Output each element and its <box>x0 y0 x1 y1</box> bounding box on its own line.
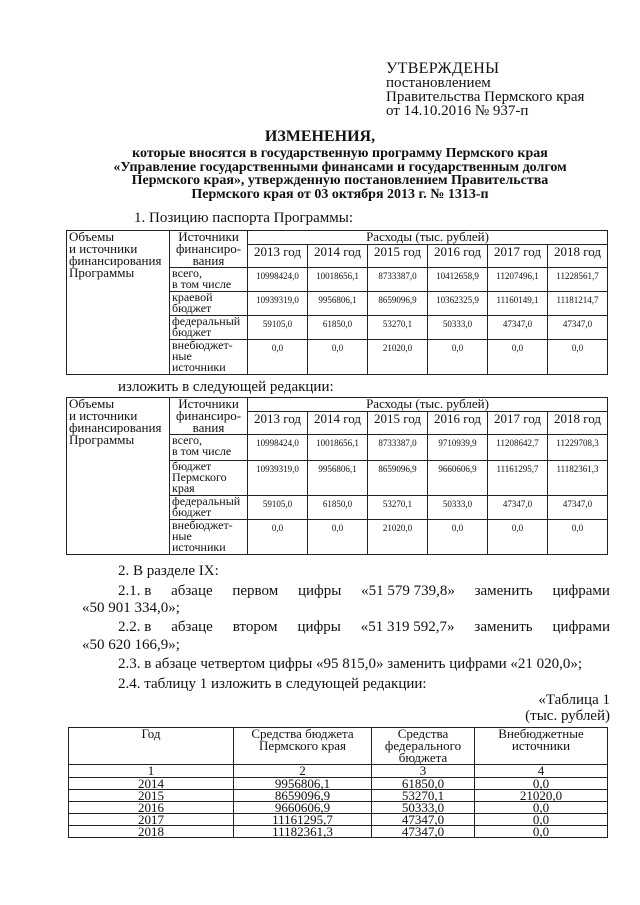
value-cell: 0,0 <box>308 520 368 555</box>
year-header: 2014 год <box>308 411 368 434</box>
item-1: 1. Позицию паспорта Программы: <box>134 210 353 226</box>
value-cell: 10998424,0 <box>248 435 308 461</box>
regional-budget-header: Средства бюджета Пермского края <box>234 728 372 765</box>
value-cell: 53270,1 <box>368 316 428 340</box>
year-header: 2018 год <box>548 244 608 267</box>
source-cell: всего, в том числе <box>170 435 248 461</box>
value-cell: 8733387,0 <box>368 268 428 292</box>
table-row: 2018 11182361,3 47347,0 0,0 <box>69 826 608 838</box>
table1-caption-units: (тыс. рублей) <box>525 708 610 724</box>
value-cell: 10412658,9 <box>428 268 488 292</box>
expenses-header: Расходы (тыс. рублей) <box>248 398 608 412</box>
value-cell: 53270,1 <box>368 496 428 520</box>
table-1 <box>68 727 608 838</box>
column-number: 2 <box>234 765 372 778</box>
value-cell: 50333,0 <box>428 316 488 340</box>
value-cell: 10998424,0 <box>248 268 308 292</box>
item-2-3: 2.3. в абзаце четвертом цифры «95 815,0» заменить цифрами «21 020,0»; <box>118 656 583 672</box>
subtitle-line: Пермского края», утвержденную постановлением Правительства <box>131 173 549 188</box>
source-cell: внебюджет- ные источники <box>170 520 248 555</box>
column-number: 4 <box>475 765 608 778</box>
year-header: 2015 год <box>368 411 428 434</box>
value-cell: 0,0 <box>428 520 488 555</box>
source-cell: краевой бюджет <box>170 292 248 316</box>
item-2-1-cont: «50 901 334,0»; <box>82 600 180 616</box>
approval-line: постановлением <box>386 75 491 91</box>
value-cell: 0,0 <box>488 520 548 555</box>
year-header: 2016 год <box>428 411 488 434</box>
item-2-2-cont: «50 620 166,9»; <box>82 637 180 653</box>
sources-header: Источники финансиро- вания <box>170 231 248 268</box>
value-cell: 8659096,9 <box>368 461 428 496</box>
sources-header: Источники финансиро- вания <box>170 398 248 435</box>
value-cell: 8733387,0 <box>368 435 428 461</box>
source-cell: всего, в том числе <box>170 268 248 292</box>
approval-title: УТВЕРЖДЕНЫ <box>386 60 500 77</box>
table-row: 2015 8659096,9 53270,1 21020,0 <box>69 790 608 802</box>
value-cell: 9660606,9 <box>428 461 488 496</box>
value-cell: 11160149,1 <box>488 292 548 316</box>
passport-table-new <box>66 397 608 555</box>
approval-line: Правительства Пермского края <box>386 89 585 105</box>
value-cell: 47347,0 <box>488 496 548 520</box>
column-number: 1 <box>69 765 234 778</box>
value-cell: 9710939,9 <box>428 435 488 461</box>
subtitle-line: «Управление государственными финансами и государственным долгом <box>113 159 567 175</box>
value-cell: 21020,0 <box>368 340 428 375</box>
value-cell: 0,0 <box>248 340 308 375</box>
approval-stamp <box>386 62 584 118</box>
table1-header-row <box>69 728 608 765</box>
value-cell: 47347,0 <box>548 496 608 520</box>
value-cell: 10018656,1 <box>308 435 368 461</box>
approval-date: от 14.10.2016 № 937-п <box>386 103 529 119</box>
value-cell: 0,0 <box>548 520 608 555</box>
table-row: 2014 9956806,1 61850,0 0,0 <box>69 778 608 790</box>
value-cell: 0,0 <box>488 340 548 375</box>
source-cell: внебюджет- ные источники <box>170 340 248 375</box>
value-cell: 0,0 <box>548 340 608 375</box>
value-cell: 11229708,3 <box>548 435 608 461</box>
year-header: 2013 год <box>248 411 308 434</box>
year-header: 2017 год <box>488 244 548 267</box>
extrabudgetary-header: Внебюджетные источники <box>475 728 608 765</box>
item-2-4: 2.4. таблицу 1 изложить в следующей редакции: <box>118 676 427 692</box>
expenses-header: Расходы (тыс. рублей) <box>248 231 608 245</box>
value-cell: 47347,0 <box>488 316 548 340</box>
federal-budget-header: Средства федерального бюджета <box>372 728 475 765</box>
value-cell: 11208642,7 <box>488 435 548 461</box>
document-title: ИЗМЕНЕНИЯ, <box>264 128 376 145</box>
value-cell: 0,0 <box>308 340 368 375</box>
subtitle-line: которые вносятся в государственную программу Пермского края <box>132 146 548 161</box>
value-cell: 21020,0 <box>368 520 428 555</box>
year-header: 2014 год <box>308 244 368 267</box>
column-number: 3 <box>372 765 475 778</box>
year-header: 2015 год <box>368 244 428 267</box>
year-header: 2018 год <box>548 411 608 434</box>
program-funding-label: Объемы и источники финансирования Программы <box>67 231 170 375</box>
item-2: 2. В разделе IX: <box>118 563 219 579</box>
value-cell: 10362325,9 <box>428 292 488 316</box>
document-subtitle <box>90 147 590 201</box>
value-cell: 10939319,0 <box>248 461 308 496</box>
value-cell: 0,0 <box>428 340 488 375</box>
program-funding-label: Объемы и источники финансирования Программы <box>67 398 170 555</box>
source-cell: федеральный бюджет <box>170 316 248 340</box>
value-cell: 10939319,0 <box>248 292 308 316</box>
value-cell: 11182361,3 <box>548 461 608 496</box>
value-cell: 11161295,7 <box>488 461 548 496</box>
year-column-header: Год <box>69 728 234 765</box>
value-cell: 11207496,1 <box>488 268 548 292</box>
value-cell: 11181214,7 <box>548 292 608 316</box>
value-cell: 59105,0 <box>248 316 308 340</box>
table1-caption <box>525 692 610 724</box>
value-cell: 9956806,1 <box>308 461 368 496</box>
value-cell: 50333,0 <box>428 496 488 520</box>
passport-table-old <box>66 230 608 375</box>
subtitle-line: Пермского края от 03 октября 2013 г. № 1313-п <box>191 186 489 202</box>
transition-text: изложить в следующей редакции: <box>118 379 334 395</box>
source-cell: федеральный бюджет <box>170 496 248 520</box>
item-2-2: 2.2. в абзаце втором цифры «51 319 592,7» заменить цифрами <box>118 619 610 635</box>
value-cell: 61850,0 <box>308 496 368 520</box>
value-cell: 8659096,9 <box>368 292 428 316</box>
table-row: 2017 11161295,7 47347,0 0,0 <box>69 814 608 826</box>
value-cell: 47347,0 <box>548 316 608 340</box>
year-header: 2016 год <box>428 244 488 267</box>
value-cell: 61850,0 <box>308 316 368 340</box>
value-cell: 10018656,1 <box>308 268 368 292</box>
table-row: 2016 9660606,9 50333,0 0,0 <box>69 802 608 814</box>
item-2-1: 2.1. в абзаце первом цифры «51 579 739,8» заменить цифрами <box>118 583 610 599</box>
value-cell: 11228561,7 <box>548 268 608 292</box>
value-cell: 59105,0 <box>248 496 308 520</box>
table1-caption-title: «Таблица 1 <box>538 692 610 708</box>
year-header: 2017 год <box>488 411 548 434</box>
value-cell: 0,0 <box>248 520 308 555</box>
value-cell: 9956806,1 <box>308 292 368 316</box>
source-cell: бюджет Пермского края <box>170 461 248 496</box>
year-header: 2013 год <box>248 244 308 267</box>
